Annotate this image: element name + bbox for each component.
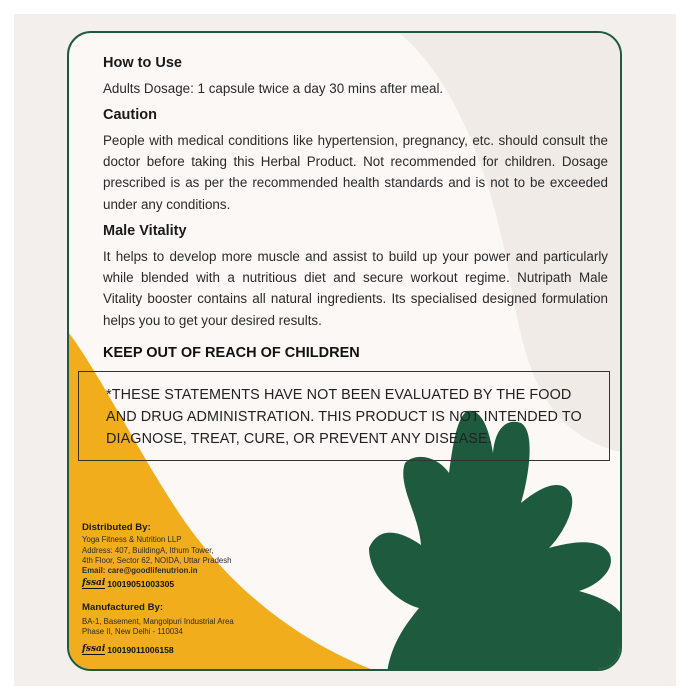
keep-out-of-reach-warning: KEEP OUT OF REACH OF CHILDREN	[103, 345, 360, 361]
distributor-heading: Distributed By:	[82, 522, 151, 533]
caution-text: People with medical conditions like hypertension, pregnancy, etc. should consult the doctor before taking this Herbal Product. Not recommended for children. Dosage prescribed is as per the recommended health standards and is not to be exceeded under any conditions.	[103, 133, 608, 212]
distributor-name: Yoga Fitness & Nutrition LLP	[82, 535, 182, 544]
product-label-card	[67, 31, 622, 671]
fssai-logo-icon: fssai	[82, 578, 106, 588]
distributor-license	[82, 578, 174, 589]
label-content	[69, 33, 622, 671]
manufacturer-license	[82, 644, 174, 655]
manufacturer-license-number: 10019011006158	[107, 644, 174, 655]
male-vitality-text: It helps to develop more muscle and assist to build up your power and particularly while blended with a nutritious diet and secure workout regime. Nutripath Male Vitality booster contains all natural ingredients. Its specialised designed formulation helps you to get your desired results.	[103, 249, 608, 328]
fda-disclaimer-box: *THESE STATEMENTS HAVE NOT BEEN EVALUATED BY THE FOOD AND DRUG ADMINISTRATION. THIS PRODUCT IS NOT INTENDED TO DIAGNOSE, TREAT, CURE, OR PREVENT ANY DISEASE.	[78, 371, 610, 461]
manufacturer-heading: Manufactured By:	[82, 602, 164, 613]
male-vitality-heading: Male Vitality	[103, 223, 187, 239]
fssai-logo-icon: fssai	[82, 644, 106, 654]
manufacturer-address-line-1: BA-1, Basement, Mangolpuri Industrial Area	[82, 617, 234, 626]
how-to-use-text: Adults Dosage: 1 capsule twice a day 30 mins after meal.	[103, 81, 444, 96]
distributor-license-number: 10019051003305	[107, 578, 175, 589]
how-to-use-heading: How to Use	[103, 55, 182, 71]
distributor-email: Email: care@goodlifenutrion.in	[82, 566, 198, 575]
distributor-address-line-1: Address: 407, BuildingA, Ithum Tower,	[82, 546, 214, 555]
distributor-address-line-2: 4th Floor, Sector 62, NOIDA, Uttar Pradesh	[82, 556, 232, 565]
caution-heading: Caution	[103, 107, 157, 123]
manufacturer-address-line-2: Phase II, New Delhi - 110034	[82, 627, 183, 636]
